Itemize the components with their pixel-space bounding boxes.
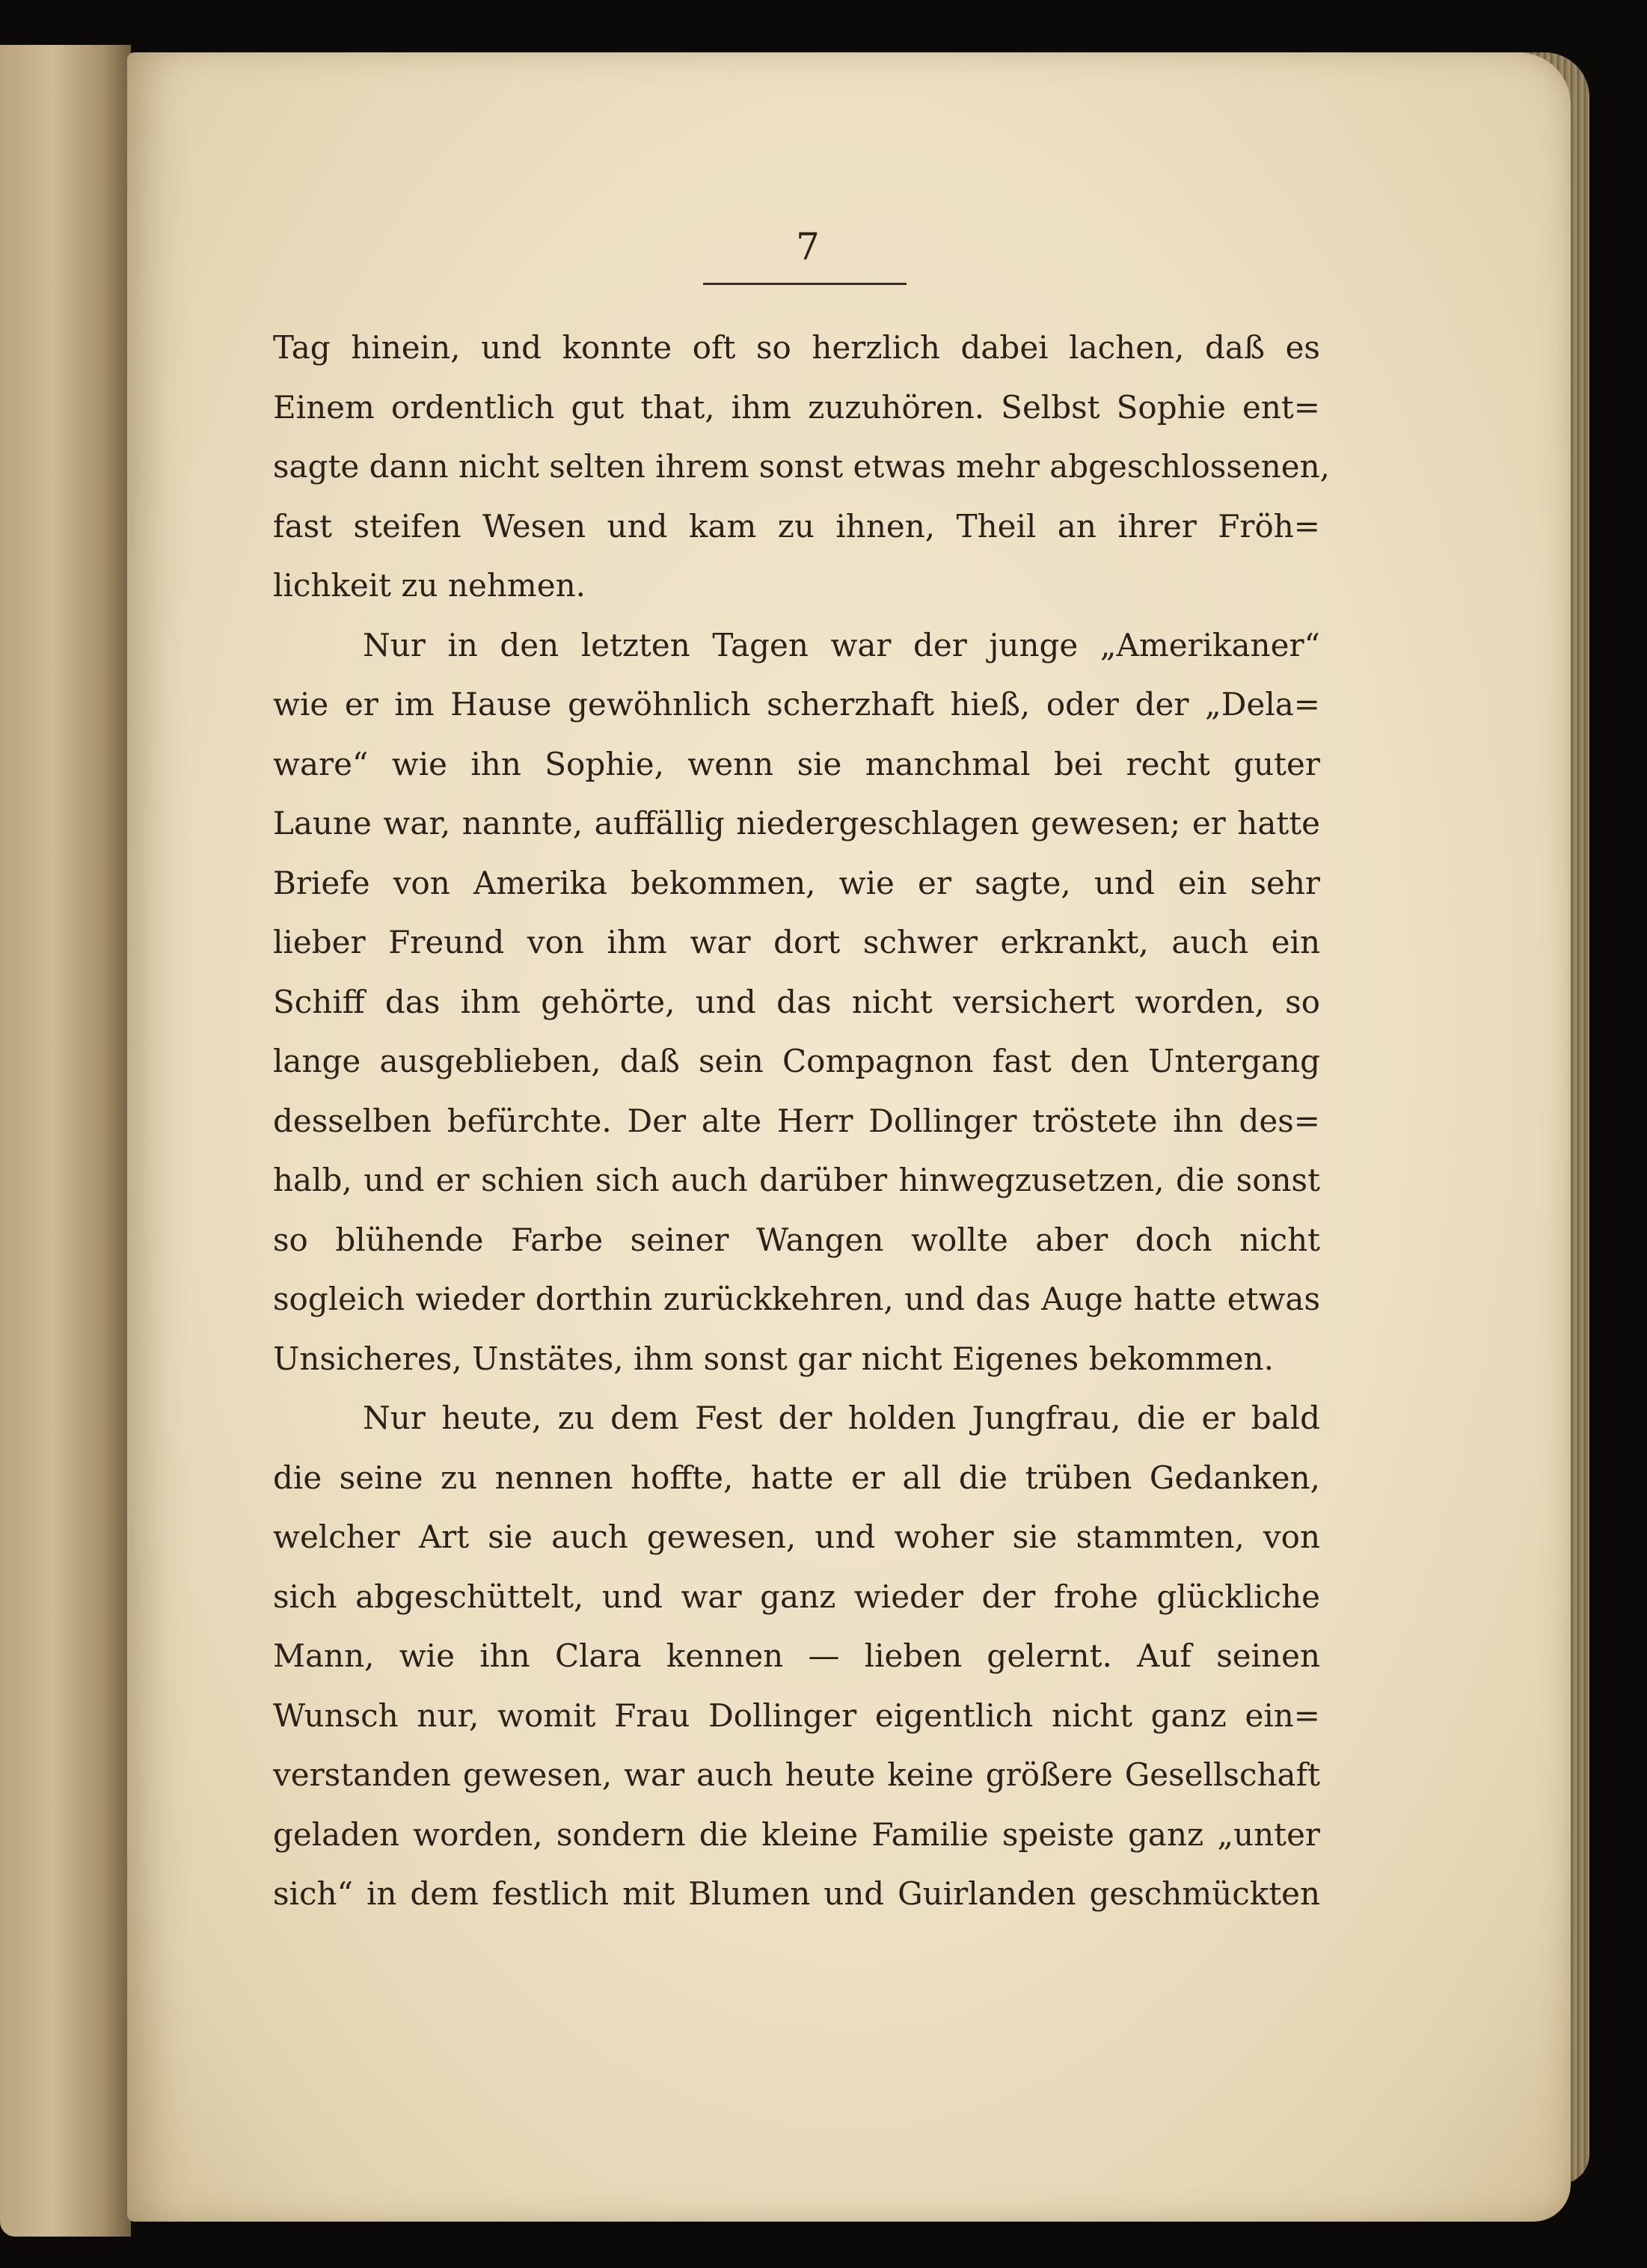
header-rule [703,283,907,285]
text-line: geladen worden, sondern die kleine Familie speiste ganz „unter [273,1815,1320,1853]
text-line: Einem ordentlich gut that, ihm zuzuhören. Selbst Sophie ent= [273,388,1320,426]
text-line: ware“ wie ihn Sophie, wenn sie manchmal bei recht guter [273,745,1320,782]
text-line: wie er im Hause gewöhnlich scherzhaft hieß, oder der „Dela= [273,686,1320,723]
text-line: Nur heute, zu dem Fest der holden Jungfrau, die er bald [363,1400,1320,1436]
body-text [273,318,1331,1924]
page-number: 7 [796,225,820,269]
text-line: halb, und er schien sich auch darüber hinwegzusetzen, die sonst [273,1162,1320,1198]
text-line: sich“ in dem festlich mit Blumen und Guirlanden geschmückten [273,1875,1320,1912]
text-line: desselben befürchte. Der alte Herr Dollinger tröstete ihn des= [273,1102,1320,1139]
text-line: fast steifen Wesen und kam zu ihnen, Theil an ihrer Fröh= [273,507,1320,545]
text-line: so blühende Farbe seiner Wangen wollte aber doch nicht [273,1221,1320,1258]
text-line: die seine zu nennen hoffte, hatte er all die trüben Gedanken, [273,1459,1320,1496]
text-line: lichkeit zu nehmen. [273,567,586,604]
text-line: Briefe von Amerika bekommen, wie er sagte, und ein sehr [273,864,1320,901]
text-line: sogleich wieder dorthin zurückkehren, und das Auge hatte etwas [273,1281,1320,1317]
text-line: welcher Art sie auch gewesen, und woher sie stammten, von [273,1518,1320,1555]
text-line: sich abgeschüttelt, und war ganz wieder der frohe glückliche [273,1578,1320,1615]
text-line: Schiff das ihm gehörte, und das nicht versichert worden, so [273,983,1320,1020]
text-line: Mann, wie ihn Clara kennen — lieben gelernt. Auf seinen [273,1637,1320,1674]
text-line: sagte dann nicht selten ihrem sonst etwas mehr abgeschlossenen, [273,448,1331,485]
text-line: Wunsch nur, womit Frau Dollinger eigentlich nicht ganz ein= [273,1697,1320,1734]
text-line: Laune war, nannte, auffällig niedergeschlagen gewesen; er hatte [273,805,1320,842]
text-line: Nur in den letzten Tagen war der junge „Amerikaner“ [363,626,1320,663]
text-line: Tag hinein, und konnte oft so herzlich dabei lachen, daß es [273,329,1320,366]
text-line: lange ausgeblieben, daß sein Compagnon fast den Untergang [273,1043,1320,1079]
text-line: lieber Freund von ihm war dort schwer erkrankt, auch ein [273,924,1320,960]
previous-page-edge [0,45,131,2237]
text-line: verstanden gewesen, war auch heute keine größere Gesellschaft [273,1756,1320,1793]
text-line: Unsicheres, Unstätes, ihm sonst gar nicht Eigenes bekommen. [273,1340,1274,1377]
